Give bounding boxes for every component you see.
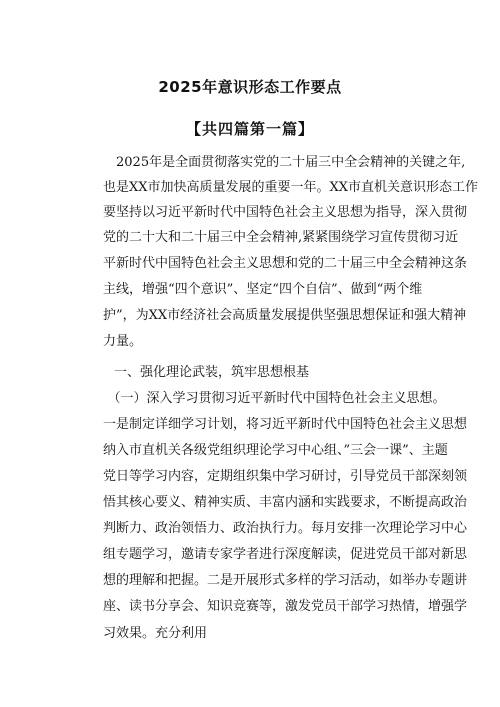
subsection-heading: （一）深入学习贯彻习近平新时代中国特色社会主义思想。 bbox=[101, 391, 446, 406]
body-line: 悟其核心要义、精神实质、丰富内涵和实践要求，不断提高政治 bbox=[103, 495, 468, 510]
document-title: 2025年意识形态工作要点 bbox=[158, 78, 342, 96]
body-line: 一是制定详细学习计划，将习近平新时代中国特色社会主义思想 bbox=[103, 417, 468, 432]
section-heading: 一、强化理论武装，筑牢思想根基 bbox=[101, 365, 310, 380]
body-line: 护”，为XX市经济社会高质量发展提供坚强思想保证和强大精神 bbox=[103, 308, 467, 323]
body-line: 党日等学习内容，定期组织集中学习研讨，引导党员干部深刻领 bbox=[103, 469, 468, 484]
body-line: 座、读书分享会、知识竞赛等，激发党员干部学习热情，增强学 bbox=[103, 599, 468, 614]
body-line: 也是XX市加快高质量发展的重要一年。XX市直机关意识形态工作 bbox=[103, 180, 479, 195]
body-line: 要坚持以习近平新时代中国特色社会主义思想为指导，深入贯彻 bbox=[103, 205, 468, 220]
body-line: 习效果。充分利用 bbox=[103, 626, 208, 641]
body-line: 想的理解和把握。二是开展形式多样的学习活动，如举办专题讲 bbox=[103, 573, 468, 588]
body-line: 党的二十大和二十届三中全会精神,紧紧围绕学习宣传贯彻习近 bbox=[103, 230, 459, 245]
body-line: 2025年是全面贯彻落实党的二十届三中全会精神的关键之年, bbox=[103, 155, 466, 170]
body-line: 力量。 bbox=[103, 334, 143, 349]
body-line: 主线，增强“四个意识”、坚定“四个自信”、做到“两个维 bbox=[103, 282, 423, 297]
body-line: 纳入市直机关各级党组织理论学习中心组、”三会一课”、主题 bbox=[103, 443, 448, 458]
document-subtitle: 【共四篇第一篇】 bbox=[185, 120, 314, 138]
body-line: 平新时代中国特色社会主义思想和党的二十届三中全会精神这条 bbox=[103, 256, 468, 271]
body-line: 判断力、政治领悟力、政治执行力。每月安排一次理论学习中心 bbox=[103, 521, 468, 536]
body-line: 组专题学习，邀请专家学者进行深度解读，促进党员干部对新思 bbox=[103, 547, 468, 562]
